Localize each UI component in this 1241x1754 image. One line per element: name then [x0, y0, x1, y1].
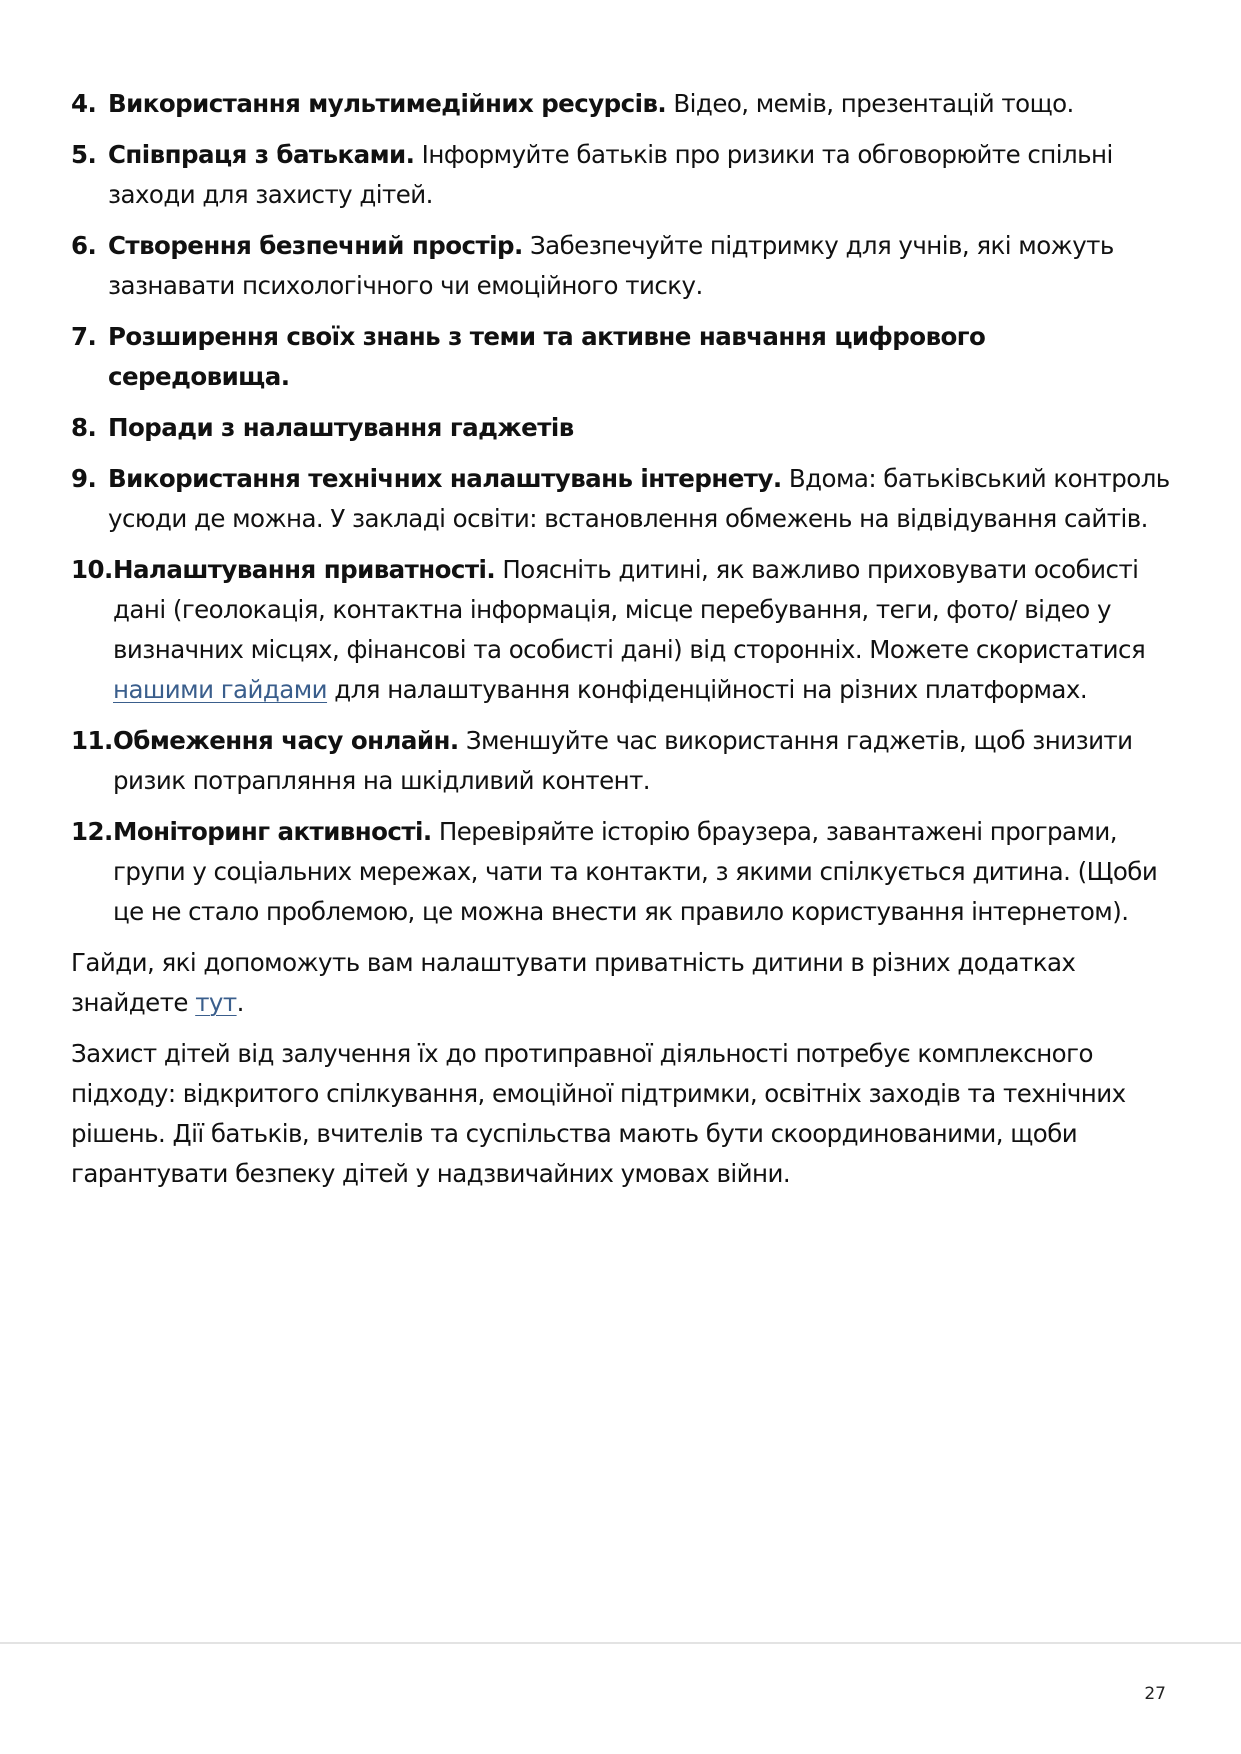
- item-title: Створення безпечний простір.: [108, 231, 523, 260]
- list-item: [71, 550, 1171, 710]
- item-title: Використання технічних налаштувань інтернету.: [108, 464, 782, 493]
- list-item: [71, 721, 1171, 801]
- item-title: Поради з налаштування гаджетів: [108, 413, 574, 442]
- list-item: [71, 317, 1171, 397]
- closing-paragraph: Захист дітей від залучення їх до протиправної діяльності потребує комплексного підходу: відкритого спілкування, емоційної підтримки, освітніх заходів та технічних рішень. Дії батьків, вчителів та суспільства мають бути скоординованими, щоби гарантувати безпеку дітей у надзвичайних умовах війни.: [71, 1039, 1126, 1188]
- guides-text: Гайди, які допоможуть вам налаштувати приватність дитини в різних додатках знайдете: [71, 948, 1076, 1017]
- item-title: Обмеження часу онлайн.: [113, 726, 459, 755]
- item-number: 5.: [71, 140, 97, 169]
- item-text: Інформуйте батьків про ризики та обговорюйте спільні заходи для захисту дітей.: [108, 140, 1113, 209]
- guides-paragraph: [71, 943, 1171, 1023]
- list-item: [71, 408, 1171, 448]
- list-item: [71, 459, 1171, 539]
- item-number: 8.: [71, 413, 97, 442]
- item-number: 4.: [71, 89, 97, 118]
- list-item: [71, 135, 1171, 215]
- guides-link[interactable]: нашими гайдами: [113, 675, 328, 704]
- item-title: Співпраця з батьками.: [108, 140, 415, 169]
- item-text: Зменшуйте час використання гаджетів, щоб знизити ризик потрапляння на шкідливий контент.: [113, 726, 1133, 795]
- item-title: Налаштування приватності.: [113, 555, 496, 584]
- item-text: Поясніть дитині, як важливо приховувати особисті дані (геолокація, контактна інформація, місце перебування, теги, фото/ відео у визначних місцях, фінансові та особисті дані) від сторонніх. Можете скористатися: [113, 555, 1146, 664]
- item-title: Розширення своїх знань з теми та активне навчання цифрового середовища.: [108, 322, 986, 391]
- item-title: Моніторинг активності.: [113, 817, 432, 846]
- item-text: для налаштування конфіденційності на різних платформах.: [327, 675, 1088, 704]
- item-number: 9.: [71, 464, 97, 493]
- here-link[interactable]: тут: [195, 988, 237, 1017]
- guides-period: .: [236, 988, 244, 1017]
- item-text: Забезпечуйте підтримку для учнів, які можуть зазнавати психологічного чи емоційного тиску.: [108, 231, 1114, 300]
- list-item: [71, 84, 1171, 124]
- item-number: 6.: [71, 231, 97, 260]
- list-item: [71, 226, 1171, 306]
- item-title: Використання мультимедійних ресурсів.: [108, 89, 667, 118]
- list-item: [71, 812, 1171, 932]
- item-number: 10.: [71, 555, 113, 584]
- item-number: 12.: [71, 817, 113, 846]
- item-text: Вдома: батьківський контроль усюди де можна. У закладі освіти: встановлення обмежень на відвідування сайтів.: [108, 464, 1170, 533]
- page-number: 27: [1144, 1684, 1166, 1704]
- item-number: 11.: [71, 726, 113, 755]
- item-text: Перевіряйте історію браузера, завантажені програми, групи у соціальних мережах, чати та контакти, з якими спілкується дитина. (Щоби це не стало проблемою, це можна внести як правило користування інтернетом).: [113, 817, 1158, 926]
- document-body: [71, 84, 1171, 1205]
- item-number: 7.: [71, 322, 97, 351]
- recommendations-list: [71, 84, 1171, 932]
- footer-divider: [0, 1642, 1241, 1644]
- item-text: Відео, мемів, презентацій тощо.: [666, 89, 1074, 118]
